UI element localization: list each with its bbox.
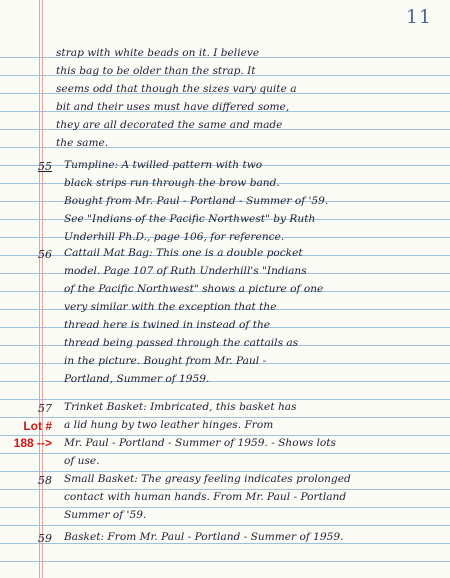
lot-annotation: [4, 418, 52, 452]
continuation-line: they are all decorated the same and made: [56, 119, 283, 131]
page-header-area: [0, 0, 450, 40]
entry-line: Small Basket: The greasy feeling indicates prolonged: [64, 473, 351, 485]
entry-56: [64, 244, 323, 388]
entry-line: a lid hung by two leather hinges. From: [64, 419, 274, 431]
continuation-line: strap with white beads on it. I believe: [56, 47, 260, 59]
entry-line: of use.: [64, 455, 100, 467]
entry-line: very similar with the exception that the: [64, 301, 277, 313]
entry-line: thread being passed through the cattails as: [64, 337, 299, 349]
continuation-paragraph: [56, 44, 436, 152]
entry-line: Bought from Mr. Paul - Portland - Summer of '59.: [64, 195, 329, 207]
entry-line: Cattail Mat Bag: This one is a double pocket: [64, 247, 303, 259]
entry-59: [64, 528, 344, 546]
entry-line: Basket: From Mr. Paul - Portland - Summer of 1959.: [64, 531, 344, 543]
entry-line: Portland, Summer of 1959.: [64, 373, 210, 385]
entry-line: black strips run through the brow band.: [64, 177, 280, 189]
margin-line-left: [39, 0, 40, 578]
entry-line: Summer of '59.: [64, 509, 147, 521]
page-number: 11: [405, 6, 432, 28]
entry-number-57: 57: [38, 402, 52, 415]
continuation-line: seems odd that though the sizes vary quite a: [56, 83, 297, 95]
continuation-line: the same.: [56, 137, 109, 149]
entry-line: See "Indians of the Pacific Northwest" by Ruth: [64, 213, 316, 225]
entry-55: [64, 156, 328, 246]
entry-line: model. Page 107 of Ruth Underhill's "Indians: [64, 265, 307, 277]
margin-line-right: [42, 0, 43, 578]
entry-57: [64, 398, 336, 470]
entry-number-58: 58: [38, 474, 52, 487]
lot-annotation-line1: Lot #: [23, 419, 52, 433]
entry-line: Underhill Ph.D., page 106, for reference.: [64, 231, 285, 243]
entry-line: thread here is twined in instead of the: [64, 319, 271, 331]
entry-line: Mr. Paul - Portland - Summer of 1959. - Shows lots: [64, 437, 336, 449]
entry-line: Tumpline: A twilled pattern with two: [64, 159, 263, 171]
entry-line: contact with human hands. From Mr. Paul - Portland: [64, 491, 347, 503]
entry-line: Trinket Basket: Imbricated, this basket has: [64, 401, 297, 413]
continuation-line: this bag to be older than the strap. It: [56, 65, 256, 77]
continuation-line: bit and their uses must have differed some,: [56, 101, 290, 113]
entry-58: [64, 470, 351, 524]
entry-number-56: 56: [38, 248, 52, 261]
entry-line: in the picture. Bought from Mr. Paul -: [64, 355, 267, 367]
entry-line: of the Pacific Northwest" shows a picture of one: [64, 283, 324, 295]
entry-number-55: 55: [38, 160, 52, 173]
lot-annotation-line2: 188 -->: [13, 436, 52, 450]
entry-number-59: 59: [38, 532, 52, 545]
